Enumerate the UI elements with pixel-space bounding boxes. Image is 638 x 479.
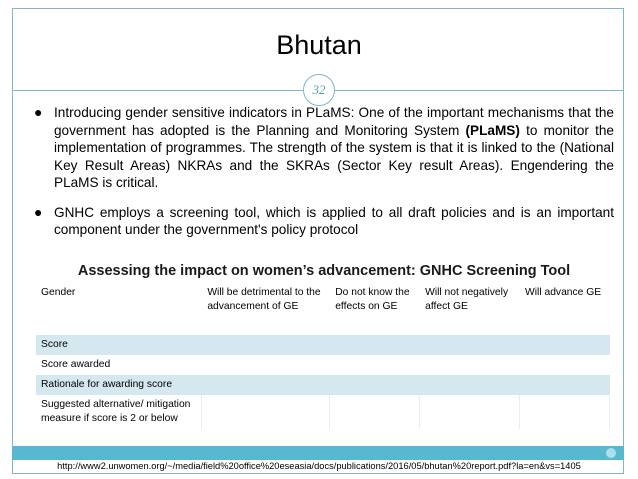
table-cell <box>420 335 520 355</box>
table-title: Assessing the impact on women’s advancement: GNHC Screening Tool <box>77 263 571 279</box>
table-cell <box>330 375 420 395</box>
table-row <box>36 395 610 429</box>
table-cell <box>330 395 420 429</box>
row-label: Score awarded <box>36 355 202 375</box>
table-cell <box>202 375 330 395</box>
table-cell <box>330 355 420 375</box>
footer-dot-icon <box>606 448 616 458</box>
row-label: Score <box>36 335 202 355</box>
table-header-cell: Will advance GE <box>520 283 610 335</box>
table-row <box>36 375 610 395</box>
table-header-row <box>36 283 610 335</box>
row-label: Rationale for awarding score <box>36 375 202 395</box>
table-cell <box>520 335 610 355</box>
table-cell <box>520 375 610 395</box>
footer-band <box>12 446 624 460</box>
table-cell <box>202 355 330 375</box>
table-row <box>36 355 610 375</box>
bullet-text: Introducing gender sensitive indicators in PLaMS: One of the important mechanisms that the government has adopted is the Planning and Monitoring System <box>54 105 614 138</box>
bullet-text-tail: to monitor the implementation of programmes. The strength of the system is that it is linked to the (National Key Result Areas) NKRAs and the SKRAs (Sector Key result Areas). Engendering the PLaMS is critical. <box>54 122 614 190</box>
bullet-text: GNHC employs a screening tool, which is applied to all draft policies and is an important component under the government's policy protocol <box>54 204 614 237</box>
row-label: Suggested alternative/ mitigation measure if score is 2 or below <box>36 395 202 429</box>
bullet-icon: ● <box>34 203 43 220</box>
source-link[interactable]: http://www2.unwomen.org/~/media/field%20office%20eseasia/docs/publications/2016/05/bhutan%20report.pdf?la=en&vs=1405 <box>57 461 581 471</box>
table-header-cell: Gender <box>36 283 202 335</box>
table-header-cell: Will not negatively affect GE <box>420 283 520 335</box>
bullet-item <box>34 204 614 239</box>
table-cell <box>420 355 520 375</box>
table-cell <box>520 395 610 429</box>
bullet-bold-text: (PLaMS) <box>465 122 520 138</box>
table-cell <box>330 335 420 355</box>
table-header-cell: Do not know the effects on GE <box>330 283 420 335</box>
screening-table <box>36 283 610 429</box>
bullet-list <box>34 104 614 251</box>
slide-number: 32 <box>303 74 335 106</box>
table-cell <box>420 395 520 429</box>
table-cell <box>420 375 520 395</box>
table-cell <box>520 355 610 375</box>
bullet-icon: ● <box>34 104 43 120</box>
slide-title: Bhutan <box>276 30 362 60</box>
table-cell <box>202 395 330 429</box>
table-row <box>36 335 610 355</box>
table-header-cell: Will be detrimental to the advancement of GE <box>202 283 330 335</box>
bullet-item <box>34 104 614 192</box>
table-cell <box>202 335 330 355</box>
